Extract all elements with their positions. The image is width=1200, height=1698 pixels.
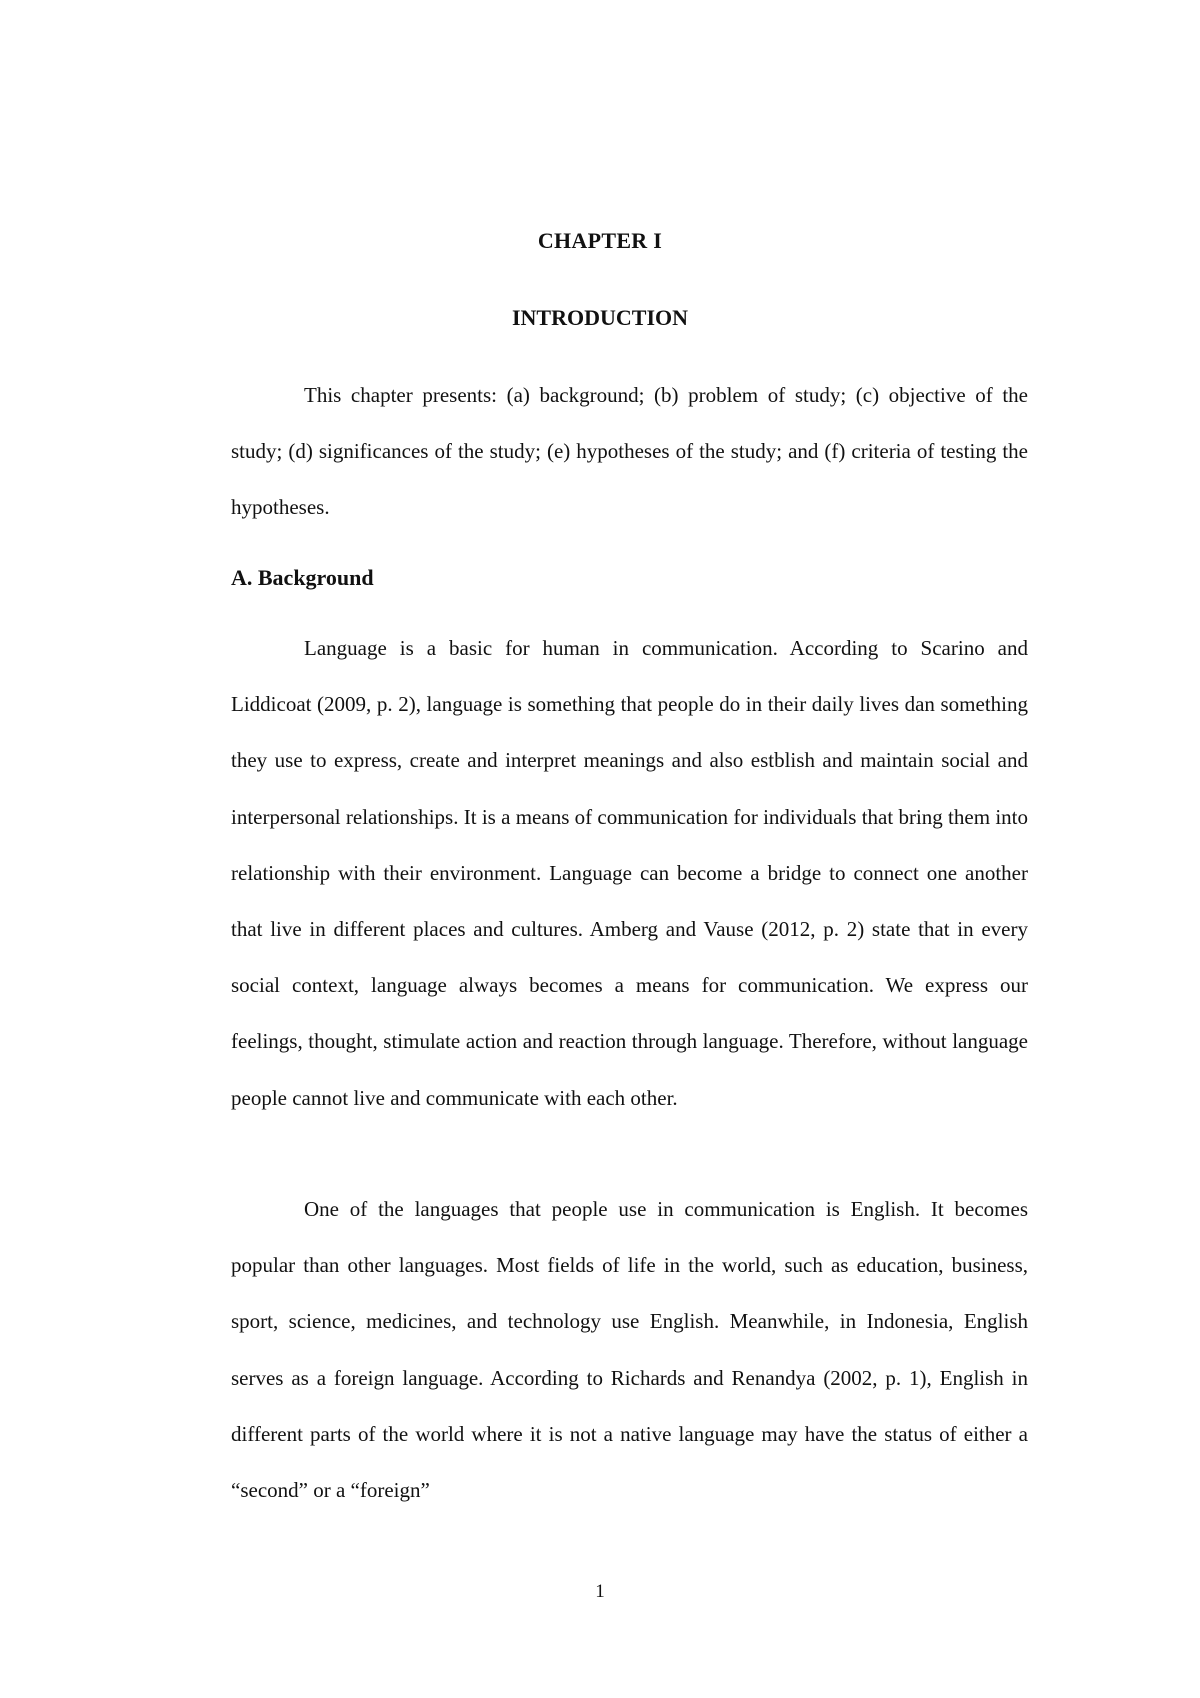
background-paragraph-1: Language is a basic for human in communication. According to Scarino and Liddicoat (2009, p. 2), language is something that people do in their daily lives dan something they use to express, create and interpret meanings and also estblish and maintain social and interpersonal relationships. It is a means of communication for individuals that bring them into relationship with their environment. Language can become a bridge to connect one another that live in different places and cultures. Amberg and Vause (2012, p. 2) state that in every social context, language always becomes a means for communication. We express our feelings, thought, stimulate action and reaction through language. Therefore, without language people cannot live and communicate with each other. <box>231 636 1028 1110</box>
background-paragraph-2: One of the languages that people use in communication is English. It becomes popular than other languages. Most fields of life in the world, such as education, business, sport, science, medicines, and technology use English. Meanwhile, in Indonesia, English serves as a foreign language. According to Richards and Renandya (2002, p. 1), English in different parts of the world where it is not a native language may have the status of either a “second” or a “foreign” <box>231 1197 1028 1503</box>
page-number: 1 <box>595 1581 605 1602</box>
section-heading-background: A. Background <box>231 565 374 590</box>
chapter-title: INTRODUCTION <box>511 305 689 330</box>
intro-paragraph: This chapter presents: (a) background; (b) problem of study; (c) objective of the study; (d) significances of the study; (e) hypotheses of the study; and (f) criteria of testing the hypotheses. <box>231 383 1028 520</box>
chapter-label: CHAPTER I <box>537 228 663 253</box>
